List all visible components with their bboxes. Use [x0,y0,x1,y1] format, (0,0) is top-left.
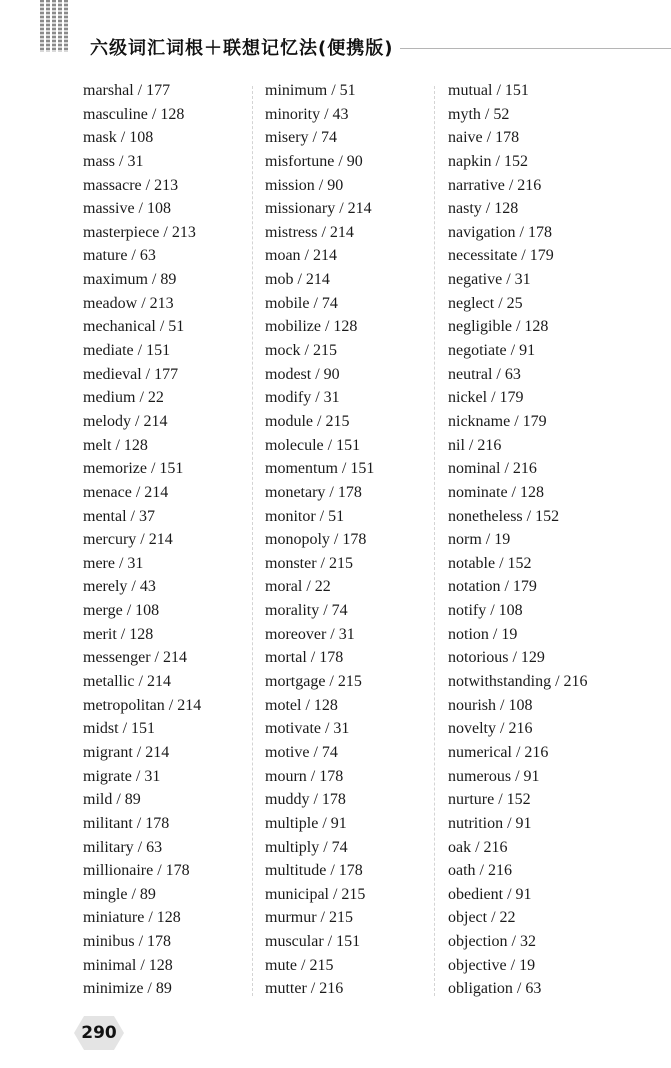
index-entry: mingle / 89 [83,885,156,903]
index-entry: notion / 19 [448,625,518,643]
index-entry: migrant / 214 [83,743,170,761]
page-number [74,1016,124,1050]
index-entry: mission / 90 [265,176,344,194]
index-entry: negotiate / 91 [448,342,536,360]
index-entry: melt / 128 [83,436,148,454]
index-entry: oath / 216 [448,862,512,880]
index-entry: notable / 152 [448,554,532,572]
book-title: 六级词汇词根＋联想记忆法(便携版) [90,38,394,59]
index-entry: modify / 31 [265,389,340,407]
index-entry: nominate / 128 [448,483,544,501]
index-entry: motivate / 31 [265,720,350,738]
index-entry: mild / 89 [83,791,141,809]
index-entry: marshal / 177 [83,82,171,99]
index-entry: menace / 214 [83,483,169,501]
index-entry: monetary / 178 [265,483,362,501]
index-entry: melody / 214 [83,412,168,430]
index-entry: motive / 74 [265,743,338,761]
index-entry: mock / 215 [265,342,337,360]
index-entry: messenger / 214 [83,649,187,667]
index-entry: necessitate / 179 [448,247,554,265]
index-entry: object / 22 [448,909,516,927]
index-entry: military / 63 [83,838,163,856]
index-entry: module / 215 [265,412,350,430]
index-entry: merely / 43 [83,578,156,596]
index-entry: oak / 216 [448,838,508,856]
index-entry: numerous / 91 [448,767,540,785]
index-entry: motel / 128 [265,696,338,714]
index-entry: massive / 108 [83,200,171,218]
index-entry: maximum / 89 [83,271,177,289]
column-divider [434,86,435,996]
index-entry: mortal / 178 [265,649,344,667]
index-entry: mourn / 178 [265,767,344,785]
index-entry: moral / 22 [265,578,331,596]
header-decoration [40,0,70,52]
index-entry: morality / 74 [265,602,348,620]
index-entry: navigation / 178 [448,223,552,241]
index-entry: novelty / 216 [448,720,533,738]
index-entry: nourish / 108 [448,696,533,714]
index-entry: neglect / 25 [448,294,523,312]
index-entry: masculine / 128 [83,105,185,123]
index-entry: moreover / 31 [265,625,355,643]
index-entry: minibus / 178 [83,933,172,951]
index-entry: mobile / 74 [265,294,338,312]
index-entry: massacre / 213 [83,176,179,194]
index-entry: masterpiece / 213 [83,223,196,241]
index-entry: merge / 108 [83,602,160,620]
index-entry: nurture / 152 [448,791,531,809]
index-entry: nutrition / 91 [448,814,532,832]
index-entry: mercury / 214 [83,531,173,549]
index-entry: naive / 178 [448,129,520,147]
index-entry: mental / 37 [83,507,155,525]
index-entry: missionary / 214 [265,200,372,218]
index-entry: minimum / 51 [265,82,356,99]
index-entry: murmur / 215 [265,909,353,927]
index-entry: mechanical / 51 [83,318,185,336]
index-entry: mediate / 151 [83,342,171,360]
index-entry: militant / 178 [83,814,170,832]
index-entry: meadow / 213 [83,294,174,312]
index-entry: nil / 216 [448,436,502,454]
index-entry: mask / 108 [83,129,154,147]
index-entry: minimize / 89 [83,980,172,998]
index-entry: nasty / 128 [448,200,519,218]
index-entry: nominal / 216 [448,460,537,478]
header-rule [400,48,671,49]
index-entry: millionaire / 178 [83,862,190,880]
index-entry: mature / 63 [83,247,156,265]
index-entry: narrative / 216 [448,176,542,194]
index-entry: mutual / 151 [448,82,529,99]
index-entry: merit / 128 [83,625,154,643]
index-entry: metallic / 214 [83,673,171,691]
index-entry: myth / 52 [448,105,510,123]
word-column-2 [265,79,374,1001]
index-entry: mute / 215 [265,956,334,974]
index-entry: nonetheless / 152 [448,507,560,525]
index-entry: mere / 31 [83,554,144,572]
index-entry: municipal / 215 [265,885,366,903]
index-entry: nickname / 179 [448,412,547,430]
index-entry: notation / 179 [448,578,537,596]
index-entry: muscular / 151 [265,933,361,951]
index-entry: mob / 214 [265,271,330,289]
index-entry: obligation / 63 [448,980,542,998]
index-entry: notorious / 129 [448,649,545,667]
index-entry: misery / 74 [265,129,337,147]
index-entry: multitude / 178 [265,862,363,880]
index-entry: norm / 19 [448,531,511,549]
word-column-1 [83,79,201,1001]
index-entry: momentum / 151 [265,460,375,478]
index-entry: objection / 32 [448,933,536,951]
index-entry: minimal / 128 [83,956,173,974]
index-entry: negative / 31 [448,271,531,289]
index-entry: moan / 214 [265,247,337,265]
index-entry: monitor / 51 [265,507,345,525]
index-entry: monster / 215 [265,554,353,572]
index-entry: neutral / 63 [448,365,521,383]
index-entry: mistress / 214 [265,223,354,241]
index-entry: midst / 151 [83,720,156,738]
index-entry: miniature / 128 [83,909,181,927]
index-entry: multiply / 74 [265,838,348,856]
index-entry: medium / 22 [83,389,164,407]
column-divider [252,86,253,996]
index-entry: misfortune / 90 [265,152,363,170]
index-entry: mutter / 216 [265,980,344,998]
index-entry: modest / 90 [265,365,340,383]
index-entry: molecule / 151 [265,436,361,454]
index-entry: notify / 108 [448,602,523,620]
index-entry: numerical / 216 [448,743,549,761]
index-entry: notwithstanding / 216 [448,673,588,691]
index-entry: migrate / 31 [83,767,161,785]
index-entry: monopoly / 178 [265,531,367,549]
index-entry: napkin / 152 [448,152,528,170]
index-entry: medieval / 177 [83,365,179,383]
page-number-text: 290 [81,1023,117,1043]
page-header [0,0,671,62]
index-entry: memorize / 151 [83,460,184,478]
index-entry: negligible / 128 [448,318,549,336]
index-entry: multiple / 91 [265,814,347,832]
word-column-3 [448,79,588,1001]
index-entry: nickel / 179 [448,389,524,407]
index-entry: mortgage / 215 [265,673,362,691]
index-entry: metropolitan / 214 [83,696,202,714]
index-entry: muddy / 178 [265,791,346,809]
index-entry: obedient / 91 [448,885,532,903]
index-entry: mobilize / 128 [265,318,358,336]
index-entry: mass / 31 [83,152,144,170]
index-entry: minority / 43 [265,105,349,123]
index-entry: objective / 19 [448,956,536,974]
